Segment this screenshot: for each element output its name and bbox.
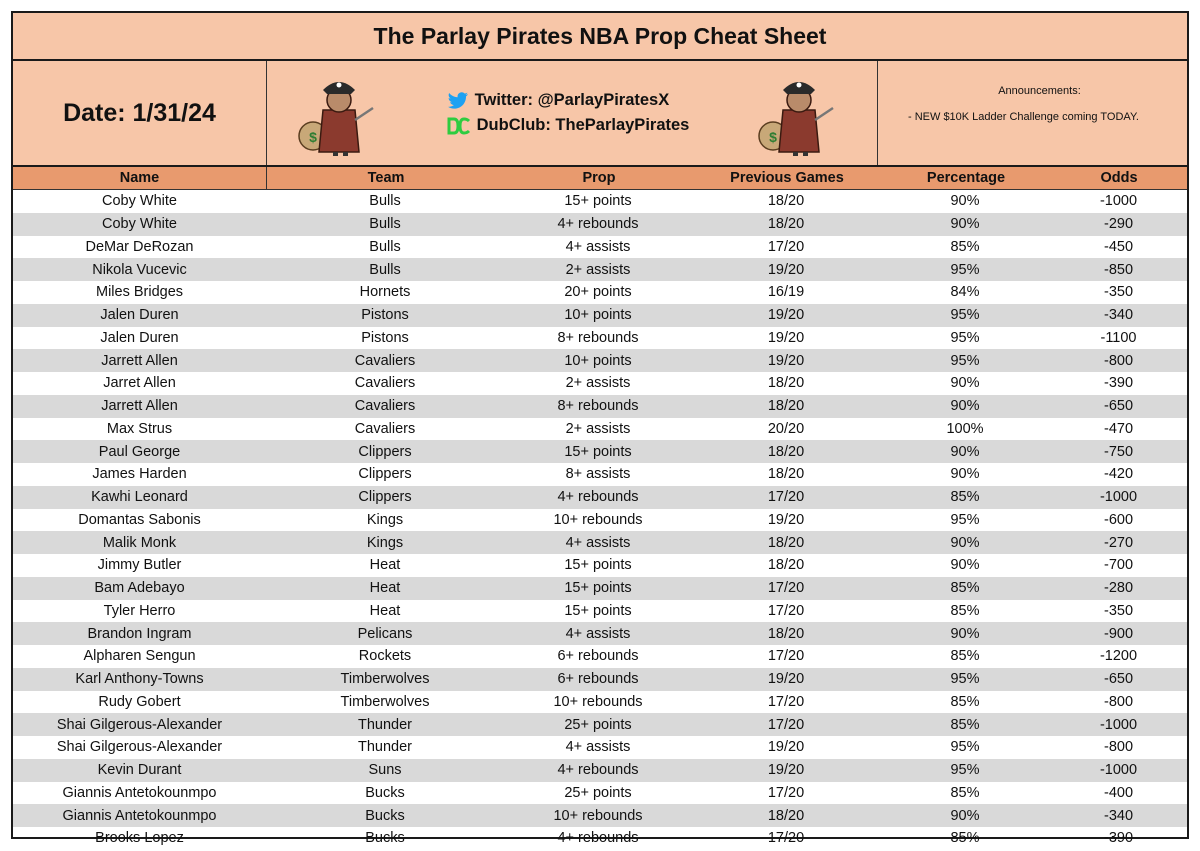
player-name-cell: Jalen Duren [100,307,179,324]
previous-games-cell: 18/20 [767,534,805,551]
percentage-cell: 90% [950,534,980,551]
odds-cell: -650 [1103,398,1134,415]
table-row [13,190,1187,213]
percentage-cell: 84% [950,284,980,301]
table-row [13,463,1187,486]
player-name-cell: Giannis Antetokounmpo [62,784,217,801]
percentage-cell: 90% [950,466,980,483]
player-name-cell: Bam Adebayo [94,580,185,597]
branding-panel [267,61,878,165]
team-cell: Timberwolves [340,693,430,710]
odds-cell: -340 [1103,307,1134,324]
team-cell: Cavaliers [354,420,416,437]
team-cell: Kings [366,534,404,551]
sheet-title: The Parlay Pirates NBA Prop Cheat Sheet [13,13,1187,61]
prop-cell: 25+ points [564,716,632,733]
odds-cell: -1000 [1099,716,1138,733]
percentage-cell: 95% [950,307,980,324]
odds-cell: -390 [1103,375,1134,392]
prop-cell: 10+ rebounds [553,511,643,528]
previous-games-cell: 19/20 [767,261,805,278]
odds-cell: -450 [1103,238,1134,255]
percentage-cell: 85% [950,716,980,733]
team-cell: Heat [369,602,401,619]
previous-games-cell: 17/20 [767,830,805,847]
table-row [13,691,1187,714]
table-row [13,827,1187,850]
odds-cell: -1000 [1099,193,1138,210]
team-cell: Pistons [361,307,409,324]
percentage-cell: 95% [950,352,980,369]
prop-cell: 2+ assists [565,420,631,437]
odds-cell: -1000 [1099,489,1138,506]
table-row [13,486,1187,509]
team-cell: Thunder [357,716,412,733]
odds-cell: -700 [1103,557,1134,574]
odds-cell: -400 [1103,784,1134,801]
player-name-cell: Max Strus [106,420,173,437]
percentage-cell: 95% [950,671,980,688]
percentage-cell: 90% [950,193,980,210]
team-cell: Clippers [358,466,412,483]
previous-games-cell: 20/20 [767,420,805,437]
odds-cell: -1100 [1100,329,1137,346]
social-links [447,91,690,135]
dubclub-logo-icon [447,117,471,135]
column-header-odds: Odds [1100,170,1138,186]
previous-games-cell: 17/20 [767,648,805,665]
prop-cell: 8+ assists [565,466,631,483]
table-row [13,327,1187,350]
prop-cell: 4+ assists [565,739,631,756]
announcements-title: Announcements: [998,85,1081,97]
date-label: Date: 1/31/24 [13,61,267,165]
team-cell: Pelicans [357,625,413,642]
team-cell: Bucks [365,830,405,847]
table-row [13,531,1187,554]
team-cell: Cavaliers [354,375,416,392]
prop-cell: 15+ points [564,193,632,210]
previous-games-cell: 16/19 [767,284,805,301]
prop-cell: 4+ assists [565,238,631,255]
percentage-cell: 85% [950,602,980,619]
table-row [13,577,1187,600]
prop-cell: 6+ rebounds [557,671,639,688]
dubclub-link[interactable] [447,116,690,135]
team-cell: Hornets [359,284,411,301]
prop-cell: 10+ points [564,307,632,324]
table-row [13,713,1187,736]
prop-cell: 2+ assists [565,375,631,392]
table-row [13,236,1187,259]
prop-cell: 4+ rebounds [557,762,639,779]
cheat-sheet [11,11,1189,847]
team-cell: Rockets [358,648,412,665]
prop-cell: 15+ points [564,443,632,460]
prop-cell: 8+ rebounds [557,329,639,346]
previous-games-cell: 19/20 [767,329,805,346]
team-cell: Cavaliers [354,398,416,415]
previous-games-cell: 18/20 [767,807,805,824]
twitter-handle: Twitter: @ParlayPiratesX [474,91,670,109]
previous-games-cell: 18/20 [767,193,805,210]
percentage-cell: 85% [950,648,980,665]
prop-cell: 10+ rebounds [553,693,643,710]
pirate-mascot-icon [753,70,843,156]
percentage-cell: 90% [950,625,980,642]
table-row [13,440,1187,463]
previous-games-cell: 18/20 [767,557,805,574]
percentage-cell: 90% [950,807,980,824]
team-cell: Bulls [369,193,401,210]
previous-games-cell: 19/20 [767,671,805,688]
player-name-cell: Kevin Durant [97,762,182,779]
table-row [13,736,1187,759]
team-cell: Thunder [357,739,412,756]
previous-games-cell: 17/20 [767,784,805,801]
odds-cell: -290 [1103,216,1134,233]
previous-games-cell: 18/20 [767,375,805,392]
odds-cell: -800 [1103,693,1134,710]
table-header [13,167,1187,190]
percentage-cell: 85% [950,693,980,710]
odds-cell: -270 [1103,534,1134,551]
table-row [13,372,1187,395]
player-name-cell: DeMar DeRozan [85,238,194,255]
player-name-cell: Alpharen Sengun [83,648,196,665]
previous-games-cell: 19/20 [767,352,805,369]
percentage-cell: 95% [950,739,980,756]
player-name-cell: Rudy Gobert [98,693,181,710]
table-row [13,418,1187,441]
odds-cell: -650 [1103,671,1134,688]
odds-cell: -470 [1103,420,1134,437]
player-name-cell: Giannis Antetokounmpo [62,807,217,824]
column-header-prop: Prop [582,170,616,186]
dubclub-handle: DubClub: TheParlayPirates [476,116,690,134]
team-cell: Timberwolves [340,671,430,688]
prop-cell: 15+ points [564,580,632,597]
previous-games-cell: 18/20 [767,216,805,233]
odds-cell: -390 [1103,830,1134,847]
announcements-panel [878,61,1187,165]
twitter-bird-icon [447,92,469,110]
previous-games-cell: 19/20 [767,762,805,779]
previous-games-cell: 18/20 [767,625,805,642]
prop-cell: 20+ points [564,284,632,301]
player-name-cell: Malik Monk [102,534,177,551]
announcement-item: - NEW $10K Ladder Challenge coming TODAY. [908,111,1139,123]
odds-cell: -850 [1103,261,1134,278]
column-header-name: Name [13,167,267,189]
percentage-cell: 95% [950,762,980,779]
percentage-cell: 95% [950,511,980,528]
previous-games-cell: 17/20 [767,716,805,733]
prop-cell: 10+ rebounds [553,807,643,824]
odds-cell: -600 [1103,511,1134,528]
percentage-cell: 85% [950,830,980,847]
table-row [13,782,1187,805]
column-header-team: Team [367,170,405,186]
column-header-previous-games: Previous Games [730,170,844,186]
percentage-cell: 85% [950,238,980,255]
prop-cell: 8+ rebounds [557,398,639,415]
table-row [13,600,1187,623]
odds-cell: -750 [1103,443,1134,460]
table-body [13,190,1187,850]
odds-cell: -340 [1103,807,1134,824]
player-name-cell: Jarrett Allen [101,352,178,369]
player-name-cell: Kawhi Leonard [91,489,188,506]
team-cell: Bulls [369,261,401,278]
table-row [13,804,1187,827]
player-name-cell: Miles Bridges [95,284,184,301]
team-cell: Bulls [369,238,401,255]
prop-cell: 6+ rebounds [557,648,639,665]
team-cell: Clippers [358,489,412,506]
table-row [13,622,1187,645]
svg-text:$: $ [769,129,777,145]
team-cell: Cavaliers [354,352,416,369]
previous-games-cell: 17/20 [767,238,805,255]
player-name-cell: Karl Anthony-Towns [75,671,204,688]
player-name-cell: Jarrett Allen [101,398,178,415]
prop-cell: 10+ points [564,352,632,369]
percentage-cell: 85% [950,784,980,801]
player-name-cell: Brandon Ingram [87,625,192,642]
table-row [13,554,1187,577]
odds-cell: -900 [1103,625,1134,642]
prop-cell: 4+ rebounds [557,216,639,233]
column-header-percentage: Percentage [926,170,1006,186]
team-cell: Pistons [361,329,409,346]
team-cell: Bulls [369,216,401,233]
player-name-cell: Coby White [102,193,177,210]
previous-games-cell: 17/20 [767,602,805,619]
percentage-cell: 90% [950,398,980,415]
team-cell: Heat [369,557,401,574]
prop-cell: 4+ assists [565,534,631,551]
player-name-cell: Jalen Duren [100,329,179,346]
prop-cell: 15+ points [564,602,632,619]
odds-cell: -800 [1103,739,1134,756]
previous-games-cell: 18/20 [767,398,805,415]
odds-cell: -800 [1103,352,1134,369]
odds-cell: -1200 [1099,648,1138,665]
percentage-cell: 85% [950,580,980,597]
player-name-cell: Jimmy Butler [97,557,182,574]
team-cell: Kings [366,511,404,528]
player-name-cell: Paul George [98,443,181,460]
player-name-cell: Nikola Vucevic [92,261,187,278]
previous-games-cell: 18/20 [767,443,805,460]
percentage-cell: 85% [950,489,980,506]
prop-cell: 4+ rebounds [557,489,639,506]
percentage-cell: 95% [950,261,980,278]
team-cell: Suns [368,762,402,779]
previous-games-cell: 19/20 [767,739,805,756]
player-name-cell: Brooks Lopez [95,830,184,847]
table-row [13,395,1187,418]
table-row [13,759,1187,782]
percentage-cell: 90% [950,216,980,233]
odds-cell: -350 [1103,284,1134,301]
info-row [13,61,1187,167]
pirate-mascot-icon [293,70,383,156]
previous-games-cell: 17/20 [767,489,805,506]
team-cell: Bucks [365,807,405,824]
table-row [13,258,1187,281]
previous-games-cell: 19/20 [767,307,805,324]
table-row [13,281,1187,304]
previous-games-cell: 19/20 [767,511,805,528]
table-row [13,645,1187,668]
table-row [13,509,1187,532]
previous-games-cell: 17/20 [767,693,805,710]
prop-cell: 2+ assists [565,261,631,278]
odds-cell: -350 [1103,602,1134,619]
table-row [13,304,1187,327]
team-cell: Heat [369,580,401,597]
player-name-cell: Shai Gilgerous-Alexander [56,739,223,756]
percentage-cell: 100% [946,420,984,437]
percentage-cell: 90% [950,443,980,460]
player-name-cell: Jarret Allen [103,375,176,392]
table-row [13,668,1187,691]
prop-cell: 4+ rebounds [557,830,639,847]
svg-text:$: $ [309,129,317,145]
player-name-cell: Coby White [102,216,177,233]
team-cell: Bucks [365,784,405,801]
odds-cell: -420 [1103,466,1134,483]
player-name-cell: Domantas Sabonis [78,511,201,528]
previous-games-cell: 17/20 [767,580,805,597]
odds-cell: -280 [1103,580,1134,597]
table-row [13,213,1187,236]
prop-cell: 15+ points [564,557,632,574]
team-cell: Clippers [358,443,412,460]
percentage-cell: 90% [950,557,980,574]
player-name-cell: James Harden [92,466,187,483]
percentage-cell: 90% [950,375,980,392]
player-name-cell: Tyler Herro [103,602,176,619]
table-row [13,349,1187,372]
prop-cell: 25+ points [564,784,632,801]
percentage-cell: 95% [950,329,980,346]
prop-cell: 4+ assists [565,625,631,642]
twitter-link[interactable] [447,91,690,110]
previous-games-cell: 18/20 [767,466,805,483]
odds-cell: -1000 [1099,762,1138,779]
player-name-cell: Shai Gilgerous-Alexander [56,716,223,733]
